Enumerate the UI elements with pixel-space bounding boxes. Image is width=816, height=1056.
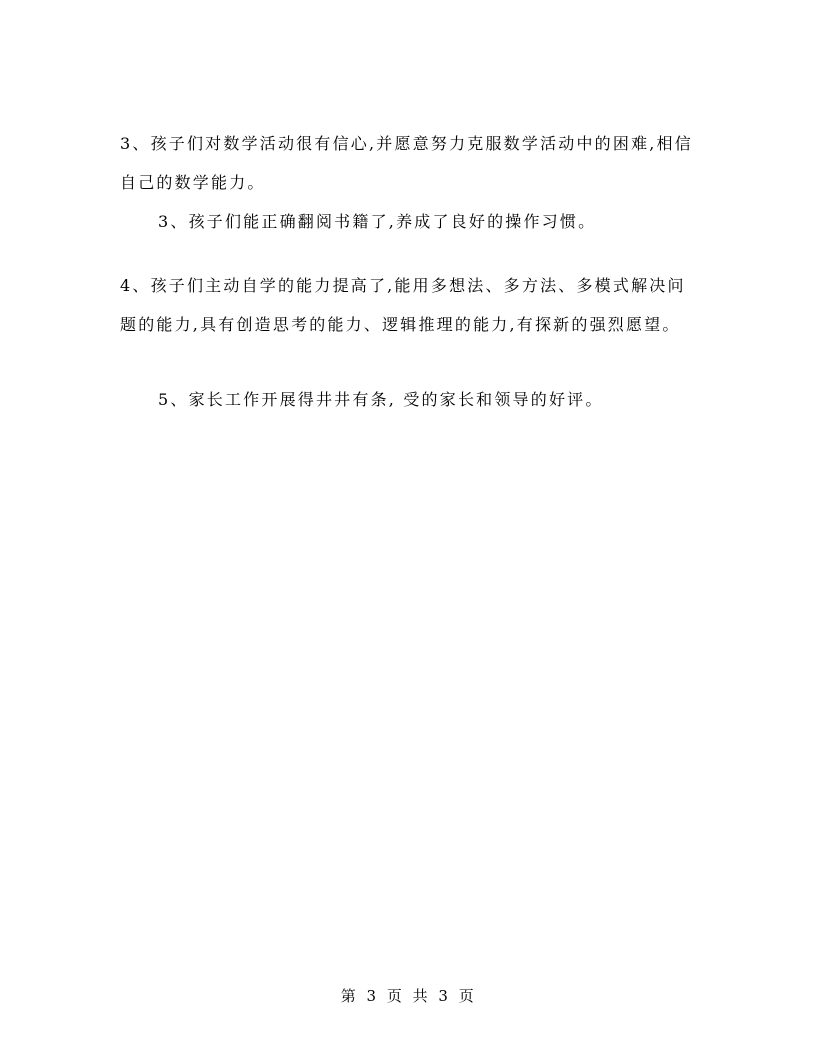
paragraph-4: 5、家长工作开展得井井有条, 受的家长和领导的好评。 (158, 390, 604, 409)
paragraph-2: 3、孩子们能正确翻阅书籍了,养成了良好的操作习惯。 (158, 212, 597, 231)
paragraph-1: 3、孩子们对数学活动很有信心,并愿意努力克服数学活动中的困难,相信自己的数学能力。 (120, 134, 693, 192)
paragraph-3: 4、孩子们主动自学的能力提高了,能用多想法、多方法、多模式解决问题的能力,具有创造思考的能力、逻辑推理的能力,有探新的强烈愿望。 (120, 276, 686, 334)
page-footer: 第 3 页 共 3 页 (340, 987, 476, 1005)
